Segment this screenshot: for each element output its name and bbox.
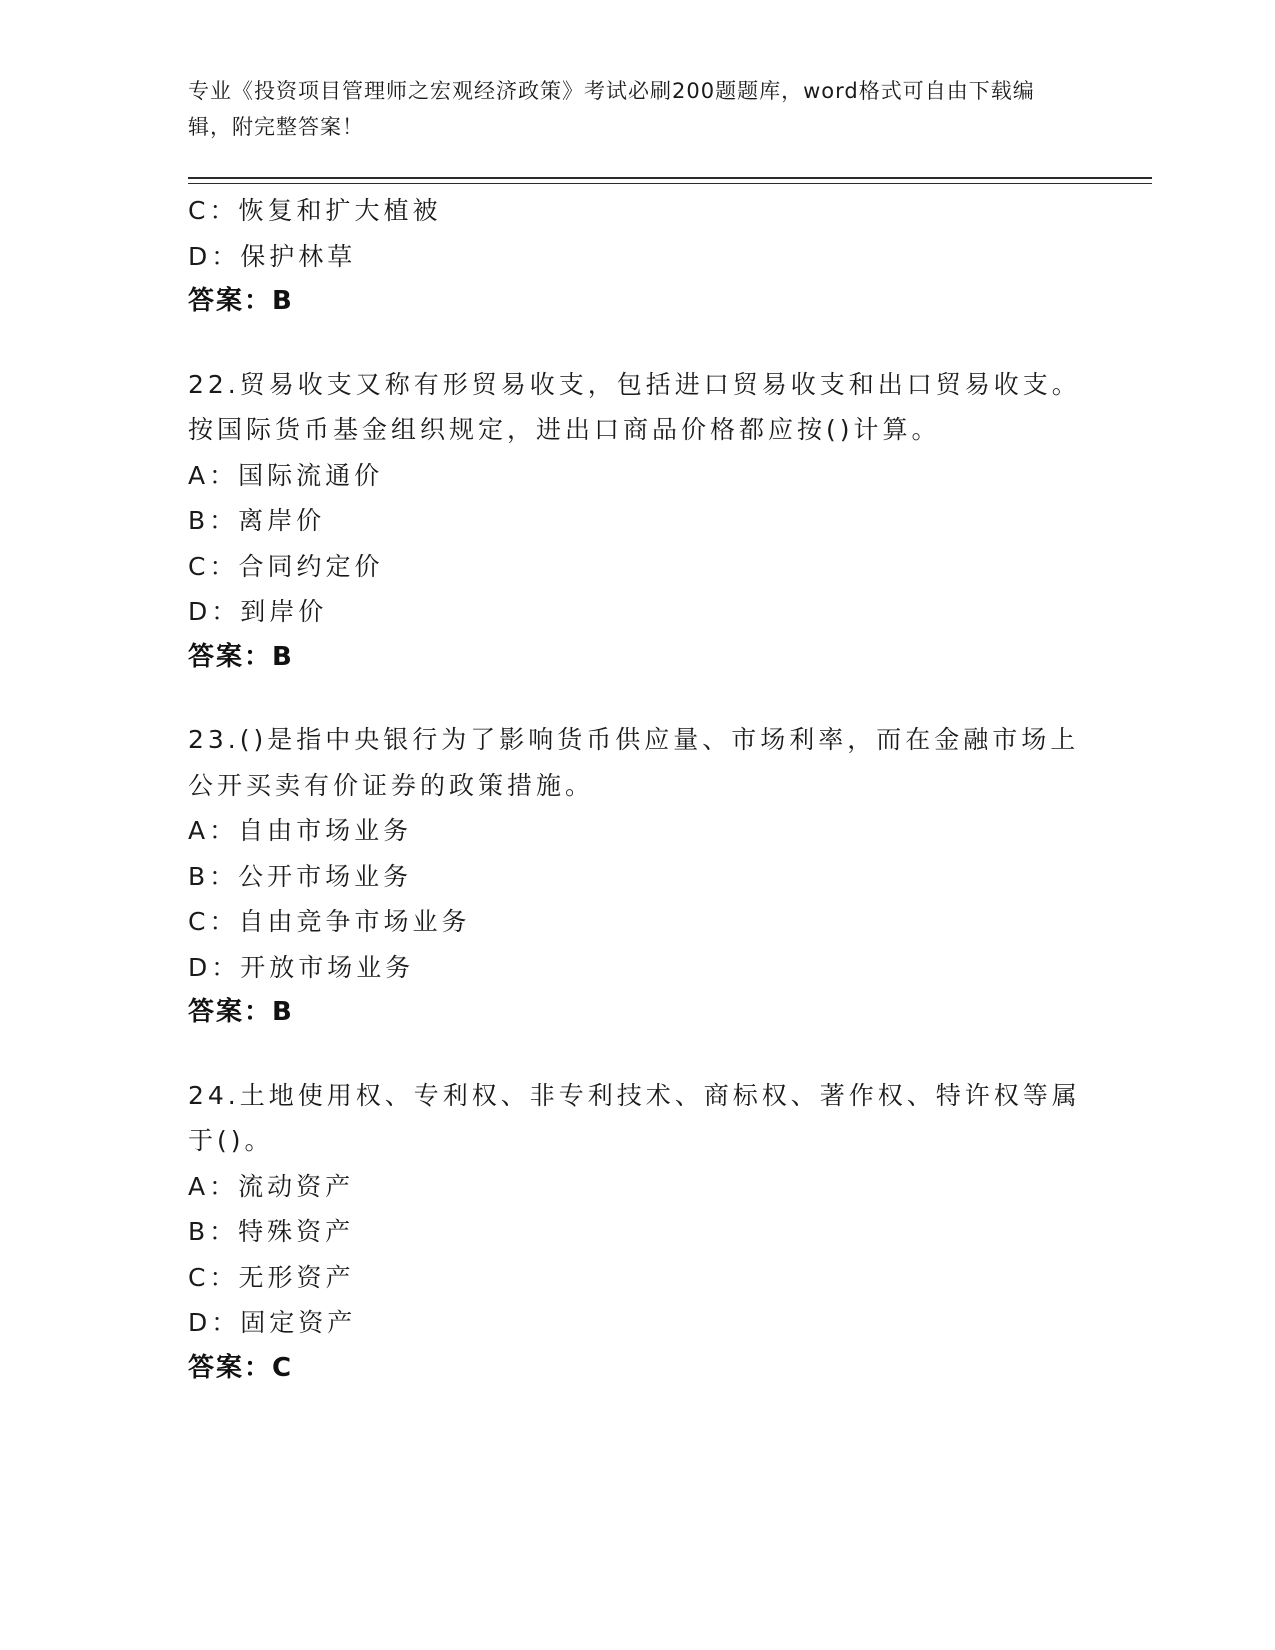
option-a: A：国际流通价 bbox=[188, 460, 384, 490]
question-stem: 23.()是指中央银行为了影响货币供应量、市场利率，而在金融市场上公开买卖有价证券的政策措施。 bbox=[188, 725, 1080, 800]
option-c: C：恢复和扩大植被 bbox=[188, 196, 442, 225]
question-24 bbox=[188, 1073, 1088, 1392]
option-d: D：固定资产 bbox=[188, 1308, 357, 1337]
option-a: A：自由市场业务 bbox=[188, 816, 413, 845]
header-divider-thin bbox=[188, 183, 1152, 184]
option-d: D：保护林草 bbox=[188, 241, 357, 271]
option-b: B：离岸价 bbox=[188, 506, 326, 535]
question-stem: 22.贸易收支又称有形贸易收支，包括进口贸易收支和出口贸易收支。按国际货币基金组织规定，进出口商品价格都应按()计算。 bbox=[188, 369, 1081, 444]
answer-line: 答案：B bbox=[188, 997, 294, 1027]
option-a: A：流动资产 bbox=[188, 1171, 355, 1201]
previous-question-tail bbox=[188, 188, 1088, 325]
answer-line: 答案：C bbox=[188, 1352, 294, 1383]
answer-line: 答案：B bbox=[188, 286, 294, 316]
question-stem: 24.土地使用权、专利权、非专利技术、商标权、著作权、特许权等属于()。 bbox=[188, 1080, 1081, 1155]
option-d: D：到岸价 bbox=[188, 597, 328, 626]
header-divider-thick bbox=[188, 177, 1152, 179]
option-d: D：开放市场业务 bbox=[188, 952, 415, 982]
answer-line: 答案：B bbox=[188, 641, 294, 672]
option-c: C：合同约定价 bbox=[188, 551, 384, 581]
option-c: C：无形资产 bbox=[188, 1262, 355, 1292]
option-b: B：公开市场业务 bbox=[188, 861, 413, 891]
option-b: B：特殊资产 bbox=[188, 1217, 355, 1246]
question-list bbox=[188, 188, 1088, 1391]
question-23 bbox=[188, 717, 1088, 1036]
option-c: C：自由竞争市场业务 bbox=[188, 907, 471, 936]
question-22 bbox=[188, 362, 1088, 681]
document-header: 专业《投资项目管理师之宏观经济政策》考试必刷200题题库，word格式可自由下载编辑，附完整答案！ bbox=[188, 79, 1035, 139]
